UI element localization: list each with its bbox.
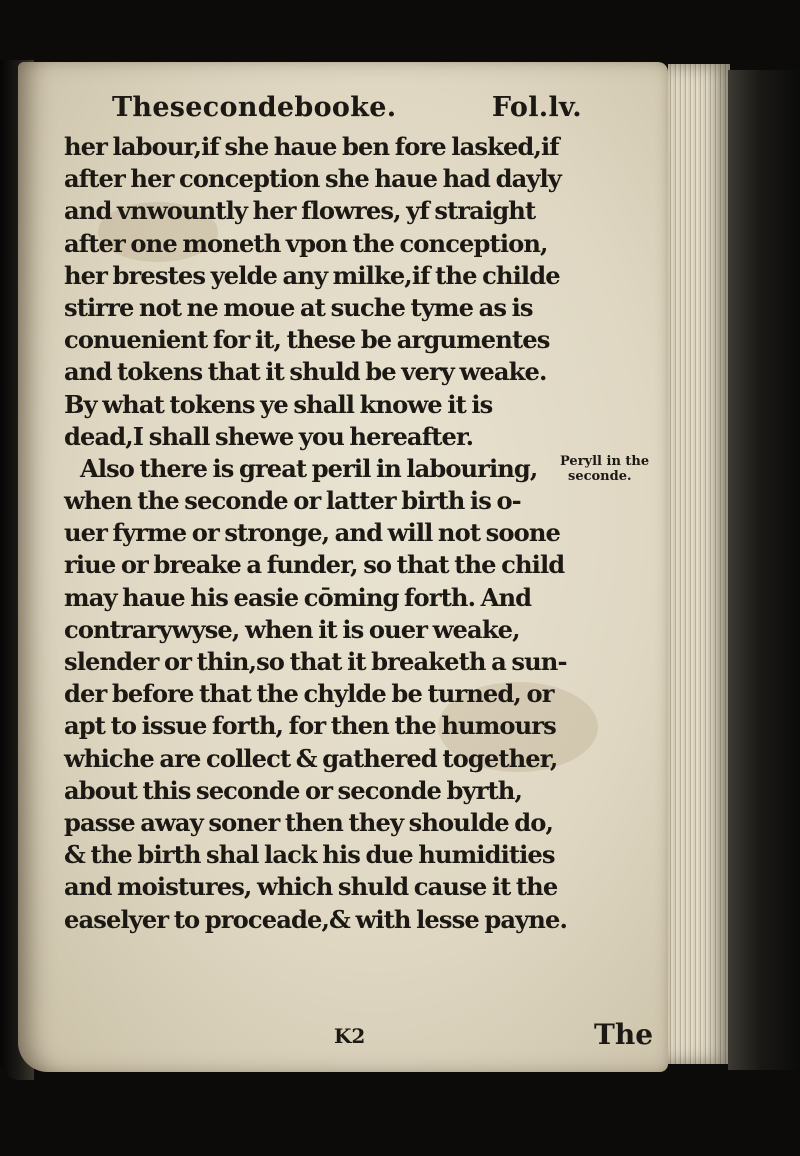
text-line: and vnwountly her flowres, yf straight [64, 196, 536, 226]
text-line: conuenient for it, these be argumentes [64, 325, 550, 355]
text-line: dead,I shall shewe you hereafter. [64, 421, 474, 451]
text-line: passe away soner then they shoulde do, [64, 807, 554, 837]
page-shadow [728, 70, 800, 1070]
text-line: riue or breake a funder, so that the child [64, 550, 565, 580]
page-edges [668, 64, 730, 1064]
page-text [54, 92, 666, 936]
text-line: uer fyrme or stronge, and will not soone [64, 518, 561, 548]
text-line: slender or thin,so that it breaketh a sun- [64, 647, 567, 676]
text-line: her labour,if she haue ben fore lasked,if [64, 132, 559, 161]
text-line: easelyer to proceade,& with lesse payne. [64, 904, 567, 934]
text-line: whiche are collect & gathered together, [64, 743, 558, 773]
page-footer [54, 1018, 666, 1062]
text-line: stirre not ne moue at suche tyme as is [64, 292, 533, 322]
catchword: The [594, 1018, 654, 1051]
text-line: and tokens that it shuld be very weake. [64, 357, 547, 387]
body-text [54, 131, 666, 936]
text-line: der before that the chylde be turned, or [64, 679, 554, 709]
folio-number: Fol.lv. [491, 92, 582, 123]
marginal-note-line: seconde. [568, 469, 632, 484]
text-line: her brestes yelde any milke,if the childe [64, 260, 560, 290]
text-line: Also there is great peril in labouring, [80, 453, 538, 483]
text-line: may haue his easie cōming forth. And [64, 582, 532, 612]
signature-mark: K2 [334, 1024, 366, 1048]
running-title: Thesecondebooke. [112, 92, 397, 123]
text-line: when the seconde or latter birth is o- [64, 486, 521, 516]
marginal-note-line: Peryll in the [560, 454, 650, 469]
marginal-note [560, 454, 670, 484]
text-line: after her conception she haue had dayly [64, 164, 561, 194]
text-line: apt to issue forth, for then the humours [64, 711, 556, 741]
text-line: after one moneth vpon the conception, [64, 228, 548, 258]
text-line: & the birth shal lack his due humidities [64, 840, 555, 870]
text-line: about this seconde or seconde byrth, [64, 775, 523, 805]
text-line: contrarywyse, when it is ouer weake, [64, 614, 520, 644]
text-line: By what tokens ye shall knowe it is [64, 389, 493, 419]
text-line: and moistures, which shuld cause it the [64, 872, 558, 902]
running-header [112, 92, 582, 123]
